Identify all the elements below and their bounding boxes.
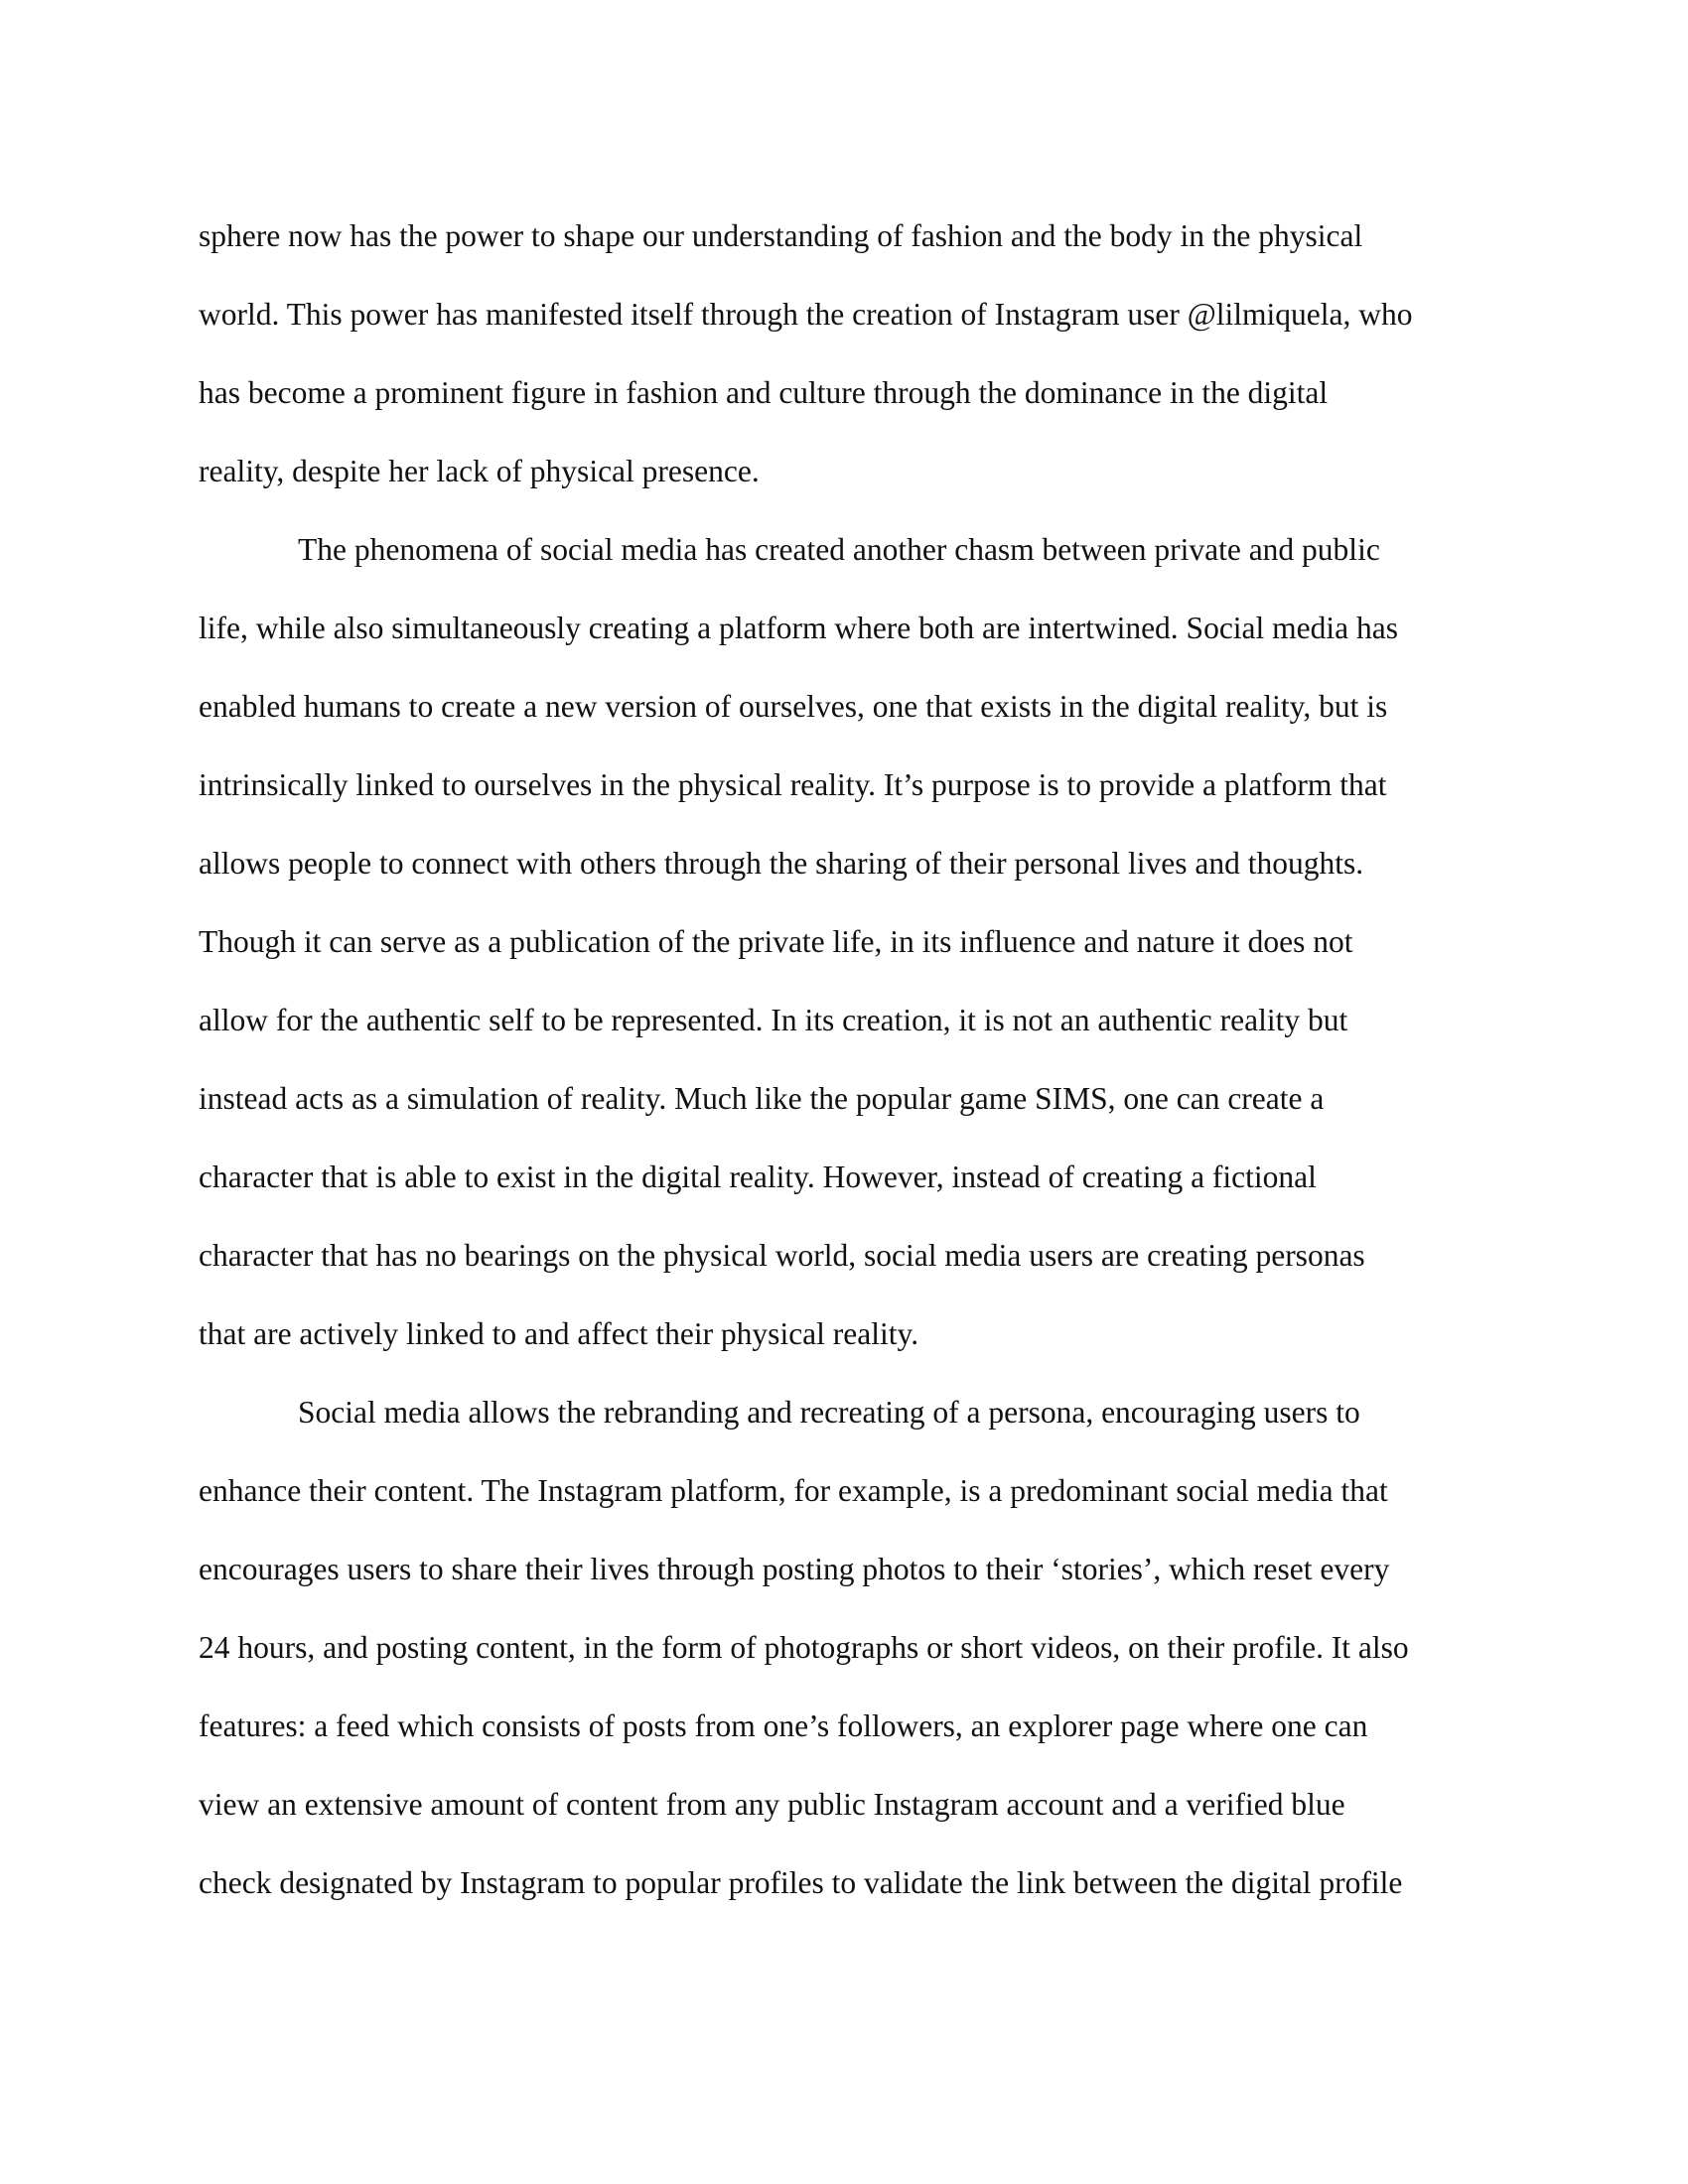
text-line: Though it can serve as a publication of the private life, in its influence and nature it does not — [199, 924, 1353, 959]
text-line: allows people to connect with others through the sharing of their personal lives and thoughts. — [199, 846, 1364, 881]
text-line: instead acts as a simulation of reality. Much like the popular game SIMS, one can create a — [199, 1081, 1325, 1116]
body-text — [199, 197, 1489, 1922]
text-line: allow for the authentic self to be represented. In its creation, it is not an authentic reality but — [199, 1003, 1348, 1037]
text-line: 24 hours, and posting content, in the form of photographs or short videos, on their profile. It also — [199, 1630, 1409, 1665]
text-line: reality, despite her lack of physical presence. — [199, 454, 760, 488]
text-line: enhance their content. The Instagram platform, for example, is a predominant social media that — [199, 1473, 1388, 1508]
text-line: view an extensive amount of content from any public Instagram account and a verified blue — [199, 1787, 1345, 1822]
paragraph-2 — [199, 510, 1489, 1373]
text-line: sphere now has the power to shape our understanding of fashion and the body in the physical — [199, 218, 1363, 253]
text-line: Social media allows the rebranding and recreating of a persona, encouraging users to — [298, 1395, 1360, 1430]
paragraph-1 — [199, 197, 1489, 510]
text-line: intrinsically linked to ourselves in the physical reality. It’s purpose is to provide a platform that — [199, 767, 1387, 802]
text-line: enabled humans to create a new version of ourselves, one that exists in the digital reality, but is — [199, 689, 1388, 724]
text-line: character that has no bearings on the physical world, social media users are creating personas — [199, 1238, 1365, 1273]
text-line: life, while also simultaneously creating a platform where both are intertwined. Social media has — [199, 611, 1398, 645]
text-line: character that is able to exist in the digital reality. However, instead of creating a fictional — [199, 1160, 1317, 1194]
text-line: features: a feed which consists of posts from one’s followers, an explorer page where one can — [199, 1708, 1368, 1743]
text-line: encourages users to share their lives through posting photos to their ‘stories’, which reset every — [199, 1552, 1390, 1586]
text-line: world. This power has manifested itself through the creation of Instagram user @lilmiquela, who — [199, 297, 1413, 332]
text-line: has become a prominent figure in fashion and culture through the dominance in the digital — [199, 375, 1329, 410]
paragraph-3 — [199, 1373, 1489, 1922]
text-line: that are actively linked to and affect their physical reality. — [199, 1316, 919, 1351]
text-line: check designated by Instagram to popular profiles to validate the link between the digital profile — [199, 1865, 1403, 1900]
text-line: The phenomena of social media has created another chasm between private and public — [298, 532, 1380, 567]
